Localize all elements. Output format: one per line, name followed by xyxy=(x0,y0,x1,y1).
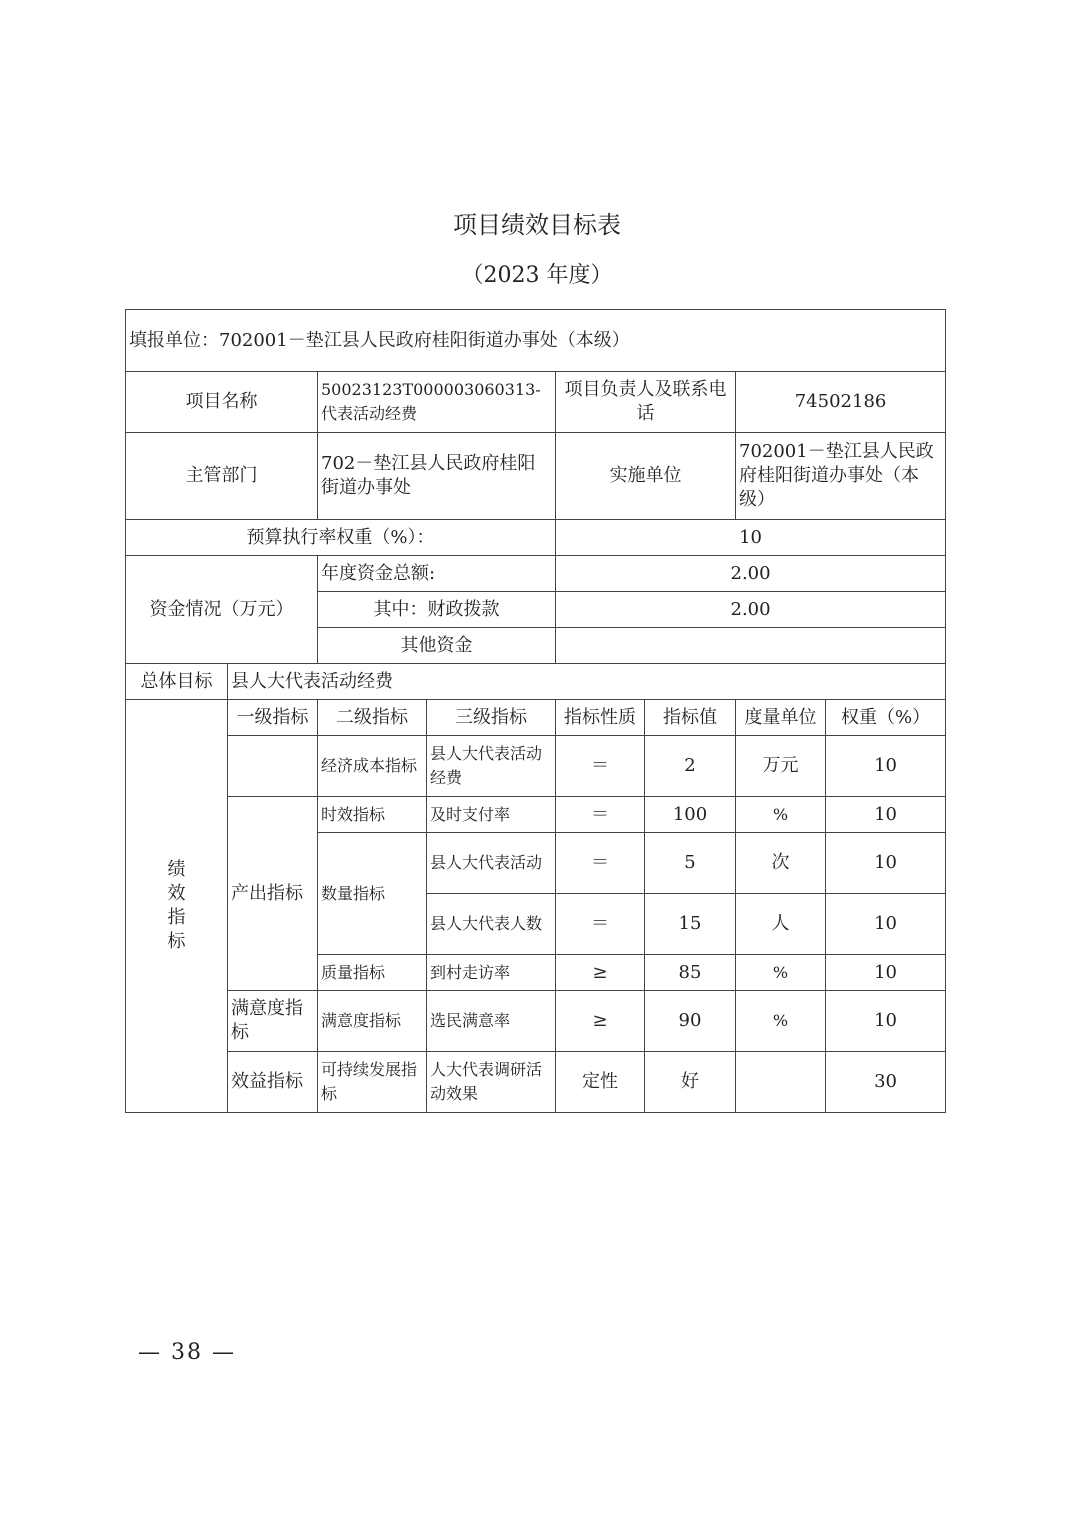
row-unit: 万元 xyxy=(736,736,826,797)
row-unit: % xyxy=(736,991,826,1052)
row-unit: 次 xyxy=(736,833,826,894)
impl-value: 702001－垫江县人民政府桂阳街道办事处（本级） xyxy=(736,433,946,520)
header-level3: 三级指标 xyxy=(427,700,556,736)
row-value: 90 xyxy=(645,991,736,1052)
row-value: 5 xyxy=(645,833,736,894)
perf-label-text: 绩效指标 xyxy=(167,859,186,952)
fund-fiscal-label: 其中：财政拨款 xyxy=(318,592,556,628)
row-nature: ≥ xyxy=(556,955,645,991)
row-nature: 定性 xyxy=(556,1052,645,1113)
row-weight: 10 xyxy=(826,991,946,1052)
fund-other-value xyxy=(556,628,946,664)
performance-table xyxy=(125,309,946,1113)
row-l3: 到村走访率 xyxy=(427,955,556,991)
table-row xyxy=(126,736,946,797)
row-unit: 人 xyxy=(736,894,826,955)
table-row xyxy=(126,991,946,1052)
row-l2: 可持续发展指标 xyxy=(318,1052,427,1113)
responsible-value: 74502186 xyxy=(736,372,946,433)
row-l1: 效益指标 xyxy=(228,1052,318,1113)
header-unit: 度量单位 xyxy=(736,700,826,736)
row-value: 100 xyxy=(645,797,736,833)
row-weight: 10 xyxy=(826,833,946,894)
budget-weight-label: 预算执行率权重（%）： xyxy=(126,520,556,556)
row-value: 15 xyxy=(645,894,736,955)
dept-label: 主管部门 xyxy=(126,433,318,520)
table-row xyxy=(126,797,946,833)
row-unit: % xyxy=(736,955,826,991)
row-nature: ≥ xyxy=(556,991,645,1052)
row-nature: ＝ xyxy=(556,894,645,955)
fund-fiscal-value: 2.00 xyxy=(556,592,946,628)
header-weight: 权重（%） xyxy=(826,700,946,736)
overall-goal-label: 总体目标 xyxy=(126,664,228,700)
row-l3: 县人大代表人数 xyxy=(427,894,556,955)
row-unit xyxy=(736,1052,826,1113)
project-name-value: 50023123T000003060313-代表活动经费 xyxy=(318,372,556,433)
row-value: 85 xyxy=(645,955,736,991)
overall-goal-value: 县人大代表活动经费 xyxy=(228,664,946,700)
row-weight: 30 xyxy=(826,1052,946,1113)
row-l1: 满意度指标 xyxy=(228,991,318,1052)
header-level2: 二级指标 xyxy=(318,700,427,736)
row-nature: ＝ xyxy=(556,797,645,833)
page-title: 项目绩效目标表 xyxy=(453,211,621,239)
header-value: 指标值 xyxy=(645,700,736,736)
row-weight: 10 xyxy=(826,797,946,833)
row-weight: 10 xyxy=(826,894,946,955)
fund-label: 资金情况（万元） xyxy=(126,556,318,664)
row-l2: 数量指标 xyxy=(318,833,427,955)
table-row xyxy=(126,1052,946,1113)
row-l2: 经济成本指标 xyxy=(318,736,427,797)
row-l3: 人大代表调研活动效果 xyxy=(427,1052,556,1113)
header-level1: 一级指标 xyxy=(228,700,318,736)
row-l1 xyxy=(228,736,318,797)
row-l2: 质量指标 xyxy=(318,955,427,991)
dept-value: 702－垫江县人民政府桂阳 街道办事处 xyxy=(318,433,556,520)
row-value: 2 xyxy=(645,736,736,797)
row-l2: 时效指标 xyxy=(318,797,427,833)
impl-label: 实施单位 xyxy=(556,433,736,520)
row-l3: 及时支付率 xyxy=(427,797,556,833)
project-name-label: 项目名称 xyxy=(126,372,318,433)
row-l2: 满意度指标 xyxy=(318,991,427,1052)
fund-other-label: 其他资金 xyxy=(318,628,556,664)
row-unit: % xyxy=(736,797,826,833)
row-nature: ＝ xyxy=(556,736,645,797)
page-subtitle: （2023 年度） xyxy=(461,263,613,288)
header-nature: 指标性质 xyxy=(556,700,645,736)
row-value: 好 xyxy=(645,1052,736,1113)
filler-unit: 填报单位：702001－垫江县人民政府桂阳街道办事处（本级） xyxy=(126,310,946,372)
responsible-label: 项目负责人及联系电话 xyxy=(556,372,736,433)
budget-weight-value: 10 xyxy=(556,520,946,556)
page-number: — 38 — xyxy=(138,1340,236,1365)
row-weight: 10 xyxy=(826,736,946,797)
row-l3: 选民满意率 xyxy=(427,991,556,1052)
fund-total-label: 年度资金总额: xyxy=(318,556,556,592)
row-nature: ＝ xyxy=(556,833,645,894)
row-l3: 县人大代表活动经费 xyxy=(427,736,556,797)
row-l3: 县人大代表活动 xyxy=(427,833,556,894)
row-l1: 产出指标 xyxy=(228,797,318,991)
fund-total-value: 2.00 xyxy=(556,556,946,592)
perf-label xyxy=(126,700,228,1113)
row-weight: 10 xyxy=(826,955,946,991)
